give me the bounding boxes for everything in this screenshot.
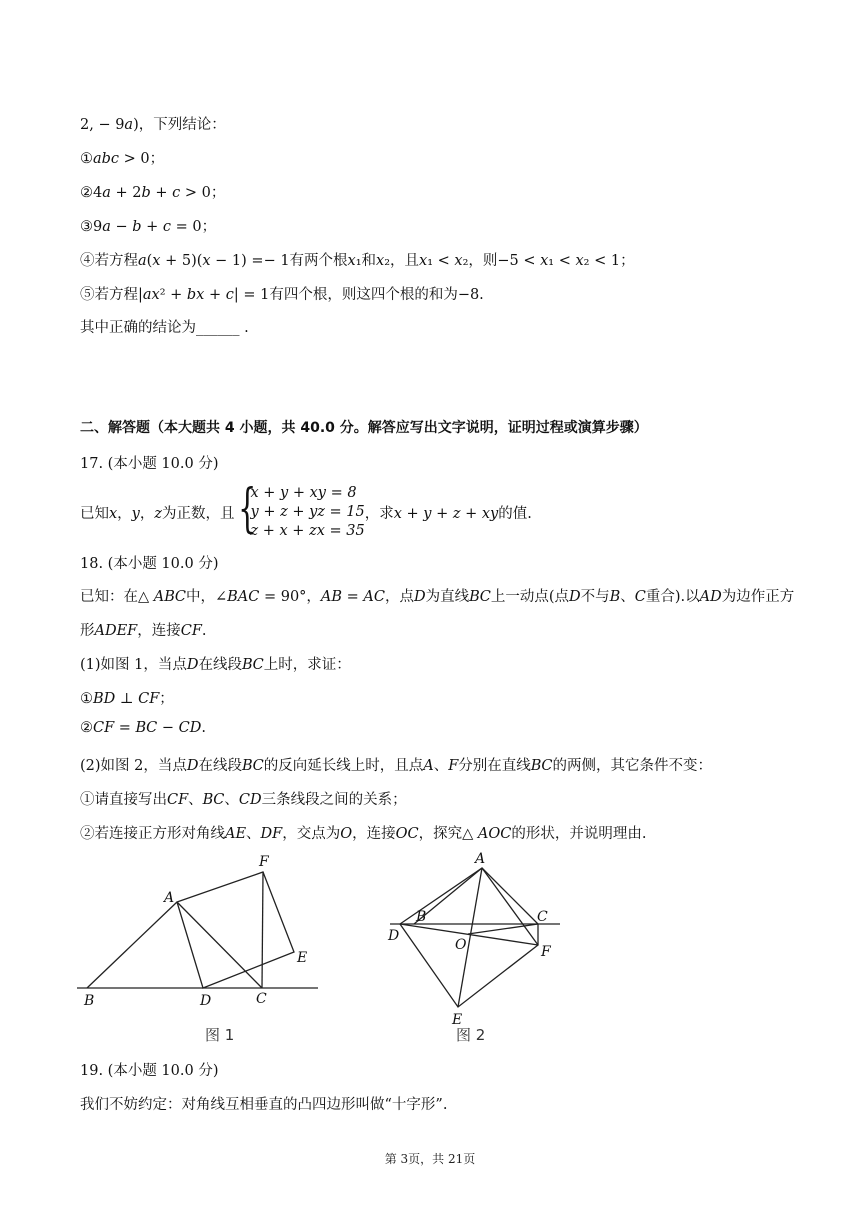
q19-paragraph-1: 我们不妨约定：对角线互相垂直的凸四边形叫做“十字形”. [80, 1097, 448, 1113]
q16-statement-1: ①𝑎𝑏𝑐 > 0； [80, 151, 165, 167]
equation-system [251, 484, 365, 541]
figure-1-caption: 图 1 [205, 1026, 235, 1044]
q18-part-1: (1)如图 1，当点𝐷在线段𝐵𝐶上时，求证： [80, 657, 351, 673]
q16-statement-5: ⑤若方程|𝑎𝑥² + 𝑏𝑥 + 𝑐| = 1有四个根，则这四个根的和为−8. [80, 287, 484, 303]
equation-1: 𝑥 + 𝑦 + 𝑥𝑦 = 8 [250, 484, 357, 501]
q18-part-2a: ①请直接写出𝐶𝐹、𝐵𝐶、𝐶𝐷三条线段之间的关系； [80, 792, 407, 808]
label-O: O [455, 937, 467, 953]
equation-2: 𝑦 + 𝑧 + 𝑦𝑧 = 15 [250, 503, 365, 520]
label-F: F [259, 854, 269, 870]
label-B: B [84, 993, 95, 1009]
q16-statement-4: ④若方程𝑎(𝑥 + 5)(𝑥 − 1) =− 1有两个根𝑥₁和𝑥₂，且𝑥₁ < 𝑥₂，则−5 < 𝑥₁ < 𝑥₂ < 1； [80, 253, 635, 269]
label-D: D [388, 928, 400, 944]
q18-part-2: (2)如图 2，当点𝐷在线段𝐵𝐶的反向延长线上时，且点𝐴、𝐹分别在直线𝐵𝐶的两侧，其它条件不变： [80, 758, 713, 774]
q19-header: 19. (本小题 10.0 分) [80, 1063, 219, 1079]
q18-header: 18. (本小题 10.0 分) [80, 556, 219, 572]
label-E: E [297, 950, 308, 966]
q18-part-1b: ②𝐶𝐹 = 𝐵𝐶 − 𝐶𝐷. [80, 720, 206, 736]
label-B: B [416, 909, 427, 925]
q16-answer-prompt: 其中正确的结论为______ . [80, 320, 249, 336]
label-E: E [452, 1012, 463, 1028]
q18-paragraph-2: 形𝐴𝐷𝐸𝐹，连接𝐶𝐹. [80, 623, 207, 639]
label-A: A [475, 851, 486, 867]
q17-lead: 已知𝑥，𝑦，𝑧为正数，且 [80, 505, 235, 522]
label-A: A [164, 890, 175, 906]
figure-2-caption: 图 2 [456, 1026, 486, 1044]
q16-statement-3: ③9𝑎 − 𝑏 + 𝑐 = 0； [80, 219, 217, 235]
page-footer: 第 3页，共 21页 [384, 1152, 476, 1166]
q18-part-2b: ②若连接正方形对角线𝐴𝐸、𝐷𝐹，交点为𝑂，连接𝑂𝐶，探究△ 𝐴𝑂𝐶的形状，并说明理由. [80, 826, 647, 842]
section-heading: 二、解答题（本大题共 4 小题，共 40.0 分。解答应写出文字说明，证明过程或演算步骤） [80, 420, 648, 436]
q17-system [80, 479, 532, 540]
label-C: C [256, 991, 267, 1007]
q16-continuation: 2, − 9𝑎)，下列结论： [80, 117, 226, 133]
figure-1 [75, 850, 325, 1010]
q17-header: 17. (本小题 10.0 分) [80, 456, 219, 472]
q18-part-1a: ①𝐵𝐷 ⊥ 𝐶𝐹； [80, 691, 174, 707]
q16-statement-2: ②4𝑎 + 2𝑏 + 𝑐 > 0； [80, 185, 226, 201]
label-C: C [537, 909, 548, 925]
q18-paragraph-1: 已知：在△ 𝐴𝐵𝐶中，∠𝐵𝐴𝐶 = 90°，𝐴𝐵 = 𝐴𝐶，点𝐷为直线𝐵𝐶上一动点(点𝐷不与𝐵、𝐶重合).以𝐴𝐷为边作正方 [80, 589, 795, 605]
q17-tail: ，求𝑥 + 𝑦 + 𝑧 + 𝑥𝑦的值. [364, 505, 532, 522]
label-D: D [200, 993, 212, 1009]
equation-3: 𝑧 + 𝑥 + 𝑧𝑥 = 35 [250, 522, 365, 539]
brace-symbol: { [237, 479, 256, 539]
label-F: F [541, 944, 551, 960]
figure-2 [380, 850, 570, 1028]
